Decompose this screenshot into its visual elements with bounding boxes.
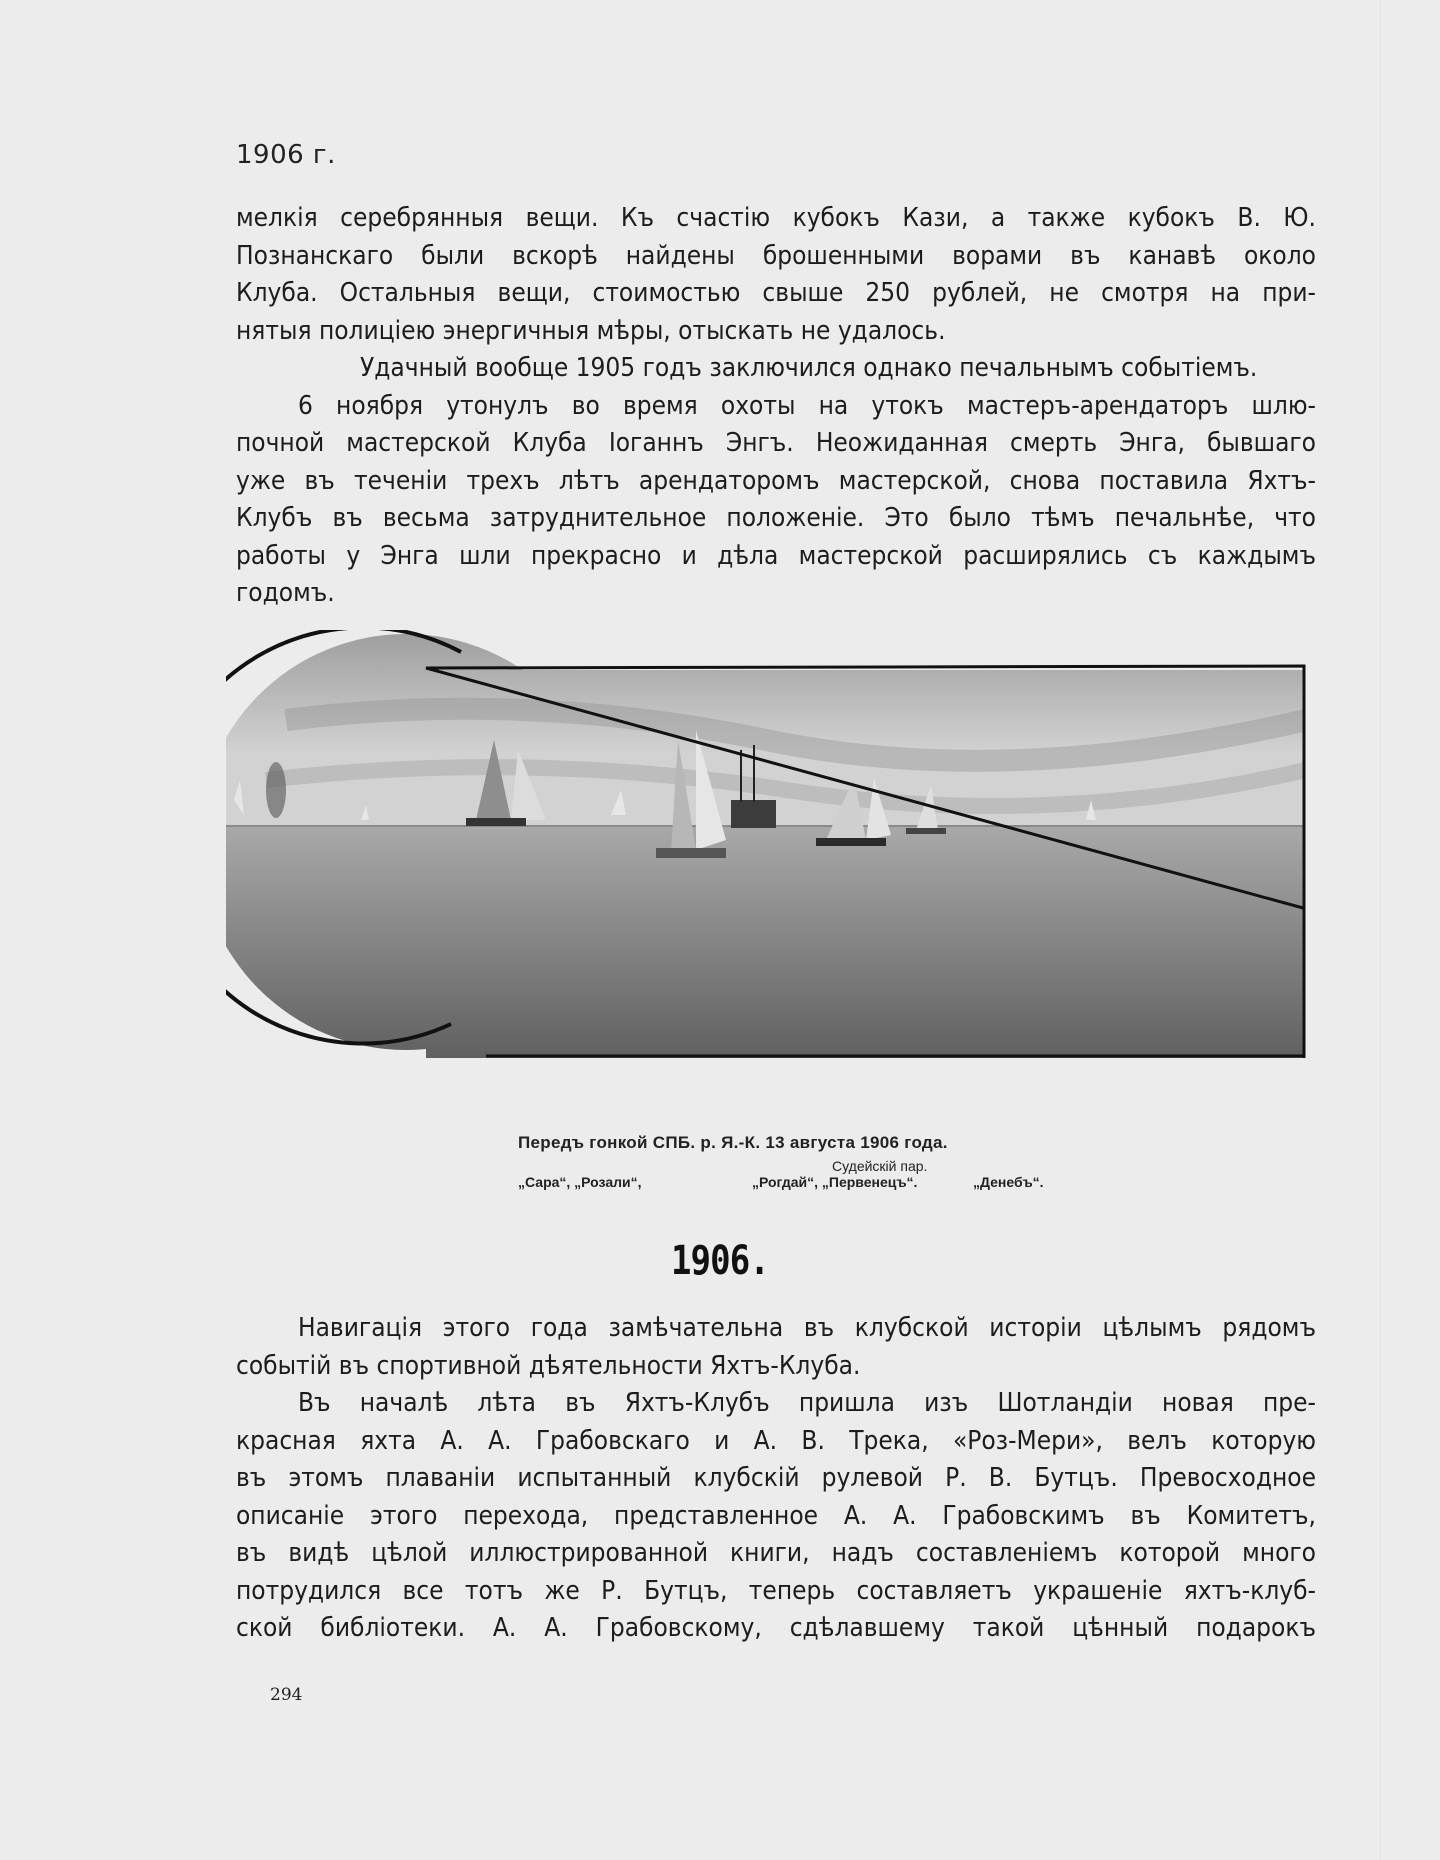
- figure-caption-title: Передъ гонкой СПБ. р. Я.-К. 13 августа 1906 года.: [518, 1133, 948, 1152]
- text-line: ской библіотеки. А. А. Грабовскому, сдѣлавшему такой цѣнный подарокъ: [236, 1613, 1316, 1643]
- text-line: почной мастерской Клуба Іоганнъ Энгъ. Неожиданная смерть Энга, бывшаго: [236, 428, 1316, 458]
- text-line: мелкія серебрянныя вещи. Къ счастію кубокъ Кази, а также кубокъ В. Ю.: [236, 203, 1316, 233]
- caption-name: „Рогдай“, „Первенецъ“.: [752, 1174, 918, 1190]
- text-line: въ видѣ цѣлой иллюстрированной книги, надъ составленіемъ которой много: [236, 1538, 1316, 1568]
- paragraph: [236, 388, 1316, 613]
- text-line: нятыя полиціею энергичныя мѣры, отыскать не удалось.: [236, 315, 946, 346]
- text-block-bottom: [236, 1310, 1316, 1648]
- text-line: годомъ.: [236, 578, 335, 608]
- section-title: 1906.: [670, 1238, 770, 1284]
- text-line: Навигація этого года замѣчательна въ клубской исторіи цѣлымъ рядомъ: [298, 1313, 1316, 1343]
- text-line: Клуба. Остальныя вещи, стоимостью свыше 250 рублей, не смотря на при-: [236, 278, 1316, 308]
- running-head: 1906 г.: [236, 140, 336, 170]
- text-line: событій въ спортивной дѣятельности Яхтъ-Клуба.: [236, 1350, 861, 1381]
- paragraph: [236, 200, 1316, 350]
- text-line: работы у Энга шли прекрасно и дѣла мастерской расширялись съ каждымъ: [236, 540, 1316, 571]
- text-line: красная яхта А. А. Грабовскаго и А. В. Трека, «Роз-Мери», велъ которую: [236, 1425, 1316, 1456]
- text-line: описаніе этого перехода, представленное А. А. Грабовскимъ въ Комитетъ,: [236, 1500, 1316, 1531]
- text-line: Познанскаго были вскорѣ найдены брошенными ворами въ канавѣ около: [236, 240, 1316, 271]
- text-line: Удачный вообще 1905 годъ заключился однако печальнымъ событіемъ.: [360, 353, 1258, 383]
- paragraph: [236, 1310, 1316, 1385]
- page-edge-shadow: [1380, 0, 1381, 1860]
- text-block-top: [236, 200, 1316, 613]
- text-line: Въ началѣ лѣта въ Яхтъ-Клубъ пришла изъ Шотландіи новая пре-: [298, 1388, 1316, 1418]
- yacht-race-photo: [226, 630, 1316, 1100]
- page-number: 294: [270, 1685, 303, 1705]
- text-line: потрудился все тотъ же Р. Бутцъ, теперь составляетъ украшеніе яхтъ-клуб-: [236, 1575, 1316, 1606]
- caption-name: „Денебъ“.: [973, 1174, 1044, 1190]
- paragraph: [236, 350, 1316, 388]
- text-line: 6 ноября утонулъ во время охоты на утокъ мастеръ-арендаторъ шлю-: [298, 390, 1316, 421]
- text-line: Клубъ въ весьма затруднительное положеніе. Это было тѣмъ печальнѣе, что: [236, 503, 1316, 533]
- paragraph: [236, 1385, 1316, 1648]
- text-line: уже въ теченіи трехъ лѣтъ арендаторомъ мастерской, снова поставила Яхтъ-: [236, 465, 1316, 496]
- text-line: въ этомъ плаваніи испытанный клубскій рулевой Р. В. Бутцъ. Превосходное: [236, 1463, 1316, 1493]
- figure-caption-label: Судейскій пар.: [832, 1158, 928, 1174]
- caption-name: „Сара“, „Розали“,: [518, 1174, 642, 1190]
